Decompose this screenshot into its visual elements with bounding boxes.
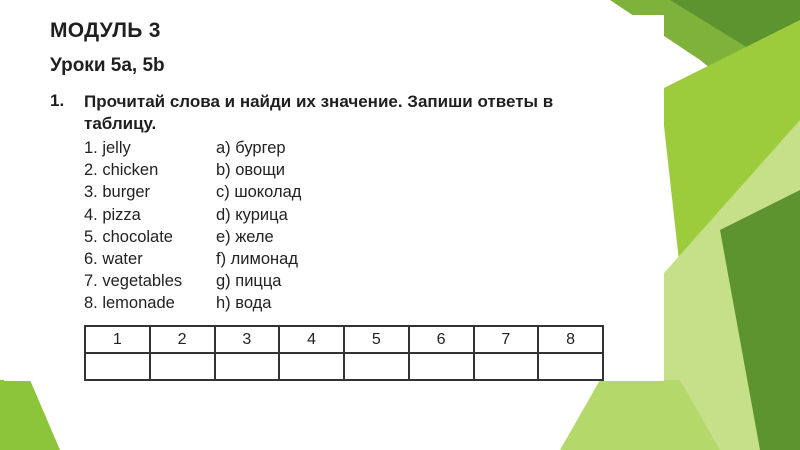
word-item: 7. vegetables — [84, 272, 183, 291]
word-item: 2. chicken — [84, 161, 159, 180]
meaning-item: h) вода — [216, 294, 272, 313]
answer-cell[interactable] — [150, 353, 215, 380]
module-heading: МОДУЛЬ 3 — [50, 19, 161, 42]
meaning-item: d) курица — [216, 205, 288, 224]
meaning-item: g) пицца — [216, 272, 282, 291]
answer-table-header-row — [85, 326, 603, 353]
meaning-item: c) шоколад — [216, 183, 302, 202]
answer-cell[interactable] — [538, 353, 603, 380]
word-item: 8. lemonade — [84, 294, 175, 313]
word-item: 3. burger — [84, 183, 151, 202]
russian-meaning-list — [216, 137, 301, 315]
answer-cell[interactable] — [85, 353, 150, 380]
answer-cell[interactable] — [215, 353, 280, 380]
word-item: 1. jelly — [84, 139, 131, 157]
answer-cell[interactable] — [409, 353, 474, 380]
answer-header-cell: 5 — [344, 326, 409, 353]
answer-header-cell: 6 — [409, 326, 474, 353]
answer-cell[interactable] — [474, 353, 539, 380]
word-item: 6. water — [84, 249, 143, 268]
answer-cell[interactable] — [344, 353, 409, 380]
meaning-item: e) желе — [216, 227, 274, 246]
lessons-heading: Уроки 5a, 5b — [50, 55, 165, 76]
answer-header-cell: 7 — [474, 326, 539, 353]
answer-header-cell: 2 — [150, 326, 215, 353]
meaning-item: a) бургер — [216, 139, 286, 157]
meaning-item: b) овощи — [216, 161, 285, 180]
word-item: 4. pizza — [84, 205, 141, 224]
answer-header-cell: 3 — [215, 326, 280, 353]
word-item: 5. chocolate — [84, 227, 173, 246]
answer-cell[interactable] — [279, 353, 344, 380]
worksheet-card — [4, 15, 664, 381]
answer-header-cell: 1 — [85, 326, 150, 353]
task-number: 1. — [50, 91, 65, 110]
task-instruction: Прочитай слова и найди их значение. Запиши ответы в таблицу. — [84, 92, 554, 133]
answer-table — [84, 325, 604, 381]
answer-header-cell: 4 — [279, 326, 344, 353]
answer-header-cell: 8 — [538, 326, 603, 353]
english-word-list — [84, 137, 182, 315]
bottom-left-green-triangle — [0, 380, 60, 450]
answer-table-input-row — [85, 353, 603, 380]
meaning-item: f) лимонад — [216, 249, 298, 268]
